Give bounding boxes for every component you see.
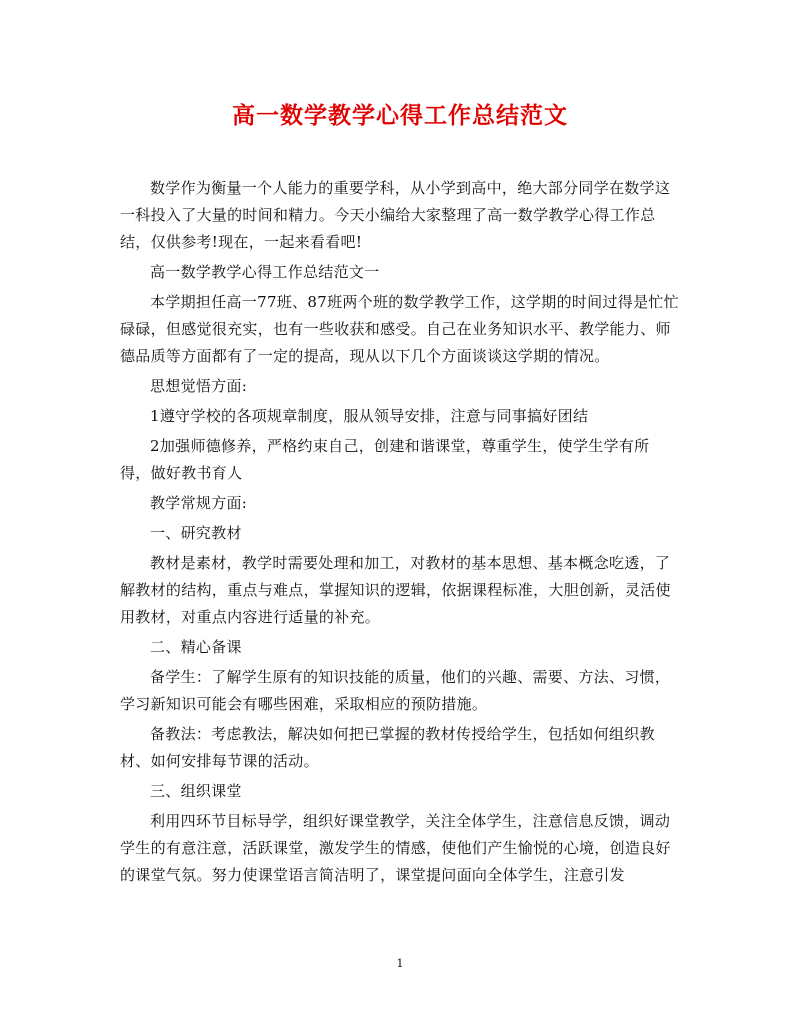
page-number: 1: [396, 957, 404, 970]
document-body: [120, 175, 680, 889]
page-title: 高一数学教学心得工作总结范文: [232, 102, 568, 129]
heading-teaching-routine: 教学常规方面:: [150, 494, 248, 512]
heading-study-materials: 一、研究教材: [150, 524, 242, 542]
heading-lesson-prep: 二、精心备课: [150, 638, 242, 656]
heading-classroom: 三、组织课堂: [150, 782, 242, 800]
list-item-1: 1遵守学校的各项规章制度，服从领导安排，注意与同事搞好团结: [150, 407, 589, 425]
paragraph-study-materials: 教材是素材，教学时需要处理和加工，对教材的基本思想、基本概念吃透，了解教材的结构，重点与难点，掌握知识的逻辑，依据课程标准，大胆创新，灵活使用教材，对重点内容进行适量的补充。: [120, 554, 671, 626]
paragraph-classroom: 利用四环节目标导学，组织好课堂教学，关注全体学生，注意信息反馈，调动学生的有意注意，活跃课堂，激发学生的情感，使他们产生愉悦的心境，创造良好的课堂气氛。努力使课堂语言简洁明了，课堂提问面向全体学生，注意引发: [120, 812, 671, 884]
paragraph-overview: 本学期担任高一77班、87班两个班的数学教学工作，这学期的时间过得是忙忙碌碌，但感觉很充实，也有一些收获和感受。自己在业务知识水平、教学能力、师德品质等方面都有了一定的提高，现从以下几个方面谈谈这学期的情况。: [120, 293, 679, 365]
paragraph-prep-students: 备学生：了解学生原有的知识技能的质量，他们的兴趣、需要、方法、习惯，学习新知识可能会有哪些困难，采取相应的预防措施。: [120, 668, 671, 713]
paragraph-subtitle: 高一数学教学心得工作总结范文一: [150, 263, 380, 281]
heading-ideology: 思想觉悟方面:: [150, 377, 248, 395]
paragraph-prep-methods: 备教法：考虑教法，解决如何把已掌握的教材传授给学生，包括如何组织教材、如何安排每节课的活动。: [120, 725, 655, 770]
list-item-2: 2加强师德修养，严格约束自己，创建和谐课堂，尊重学生，使学生学有所得，做好教书育人: [120, 437, 650, 482]
paragraph-intro: 数学作为衡量一个人能力的重要学科，从小学到高中，绝大部分同学在数学这一科投入了大量的时间和精力。今天小编给大家整理了高一数学教学心得工作总结，仅供参考!现在，一起来看看吧!: [120, 179, 671, 251]
